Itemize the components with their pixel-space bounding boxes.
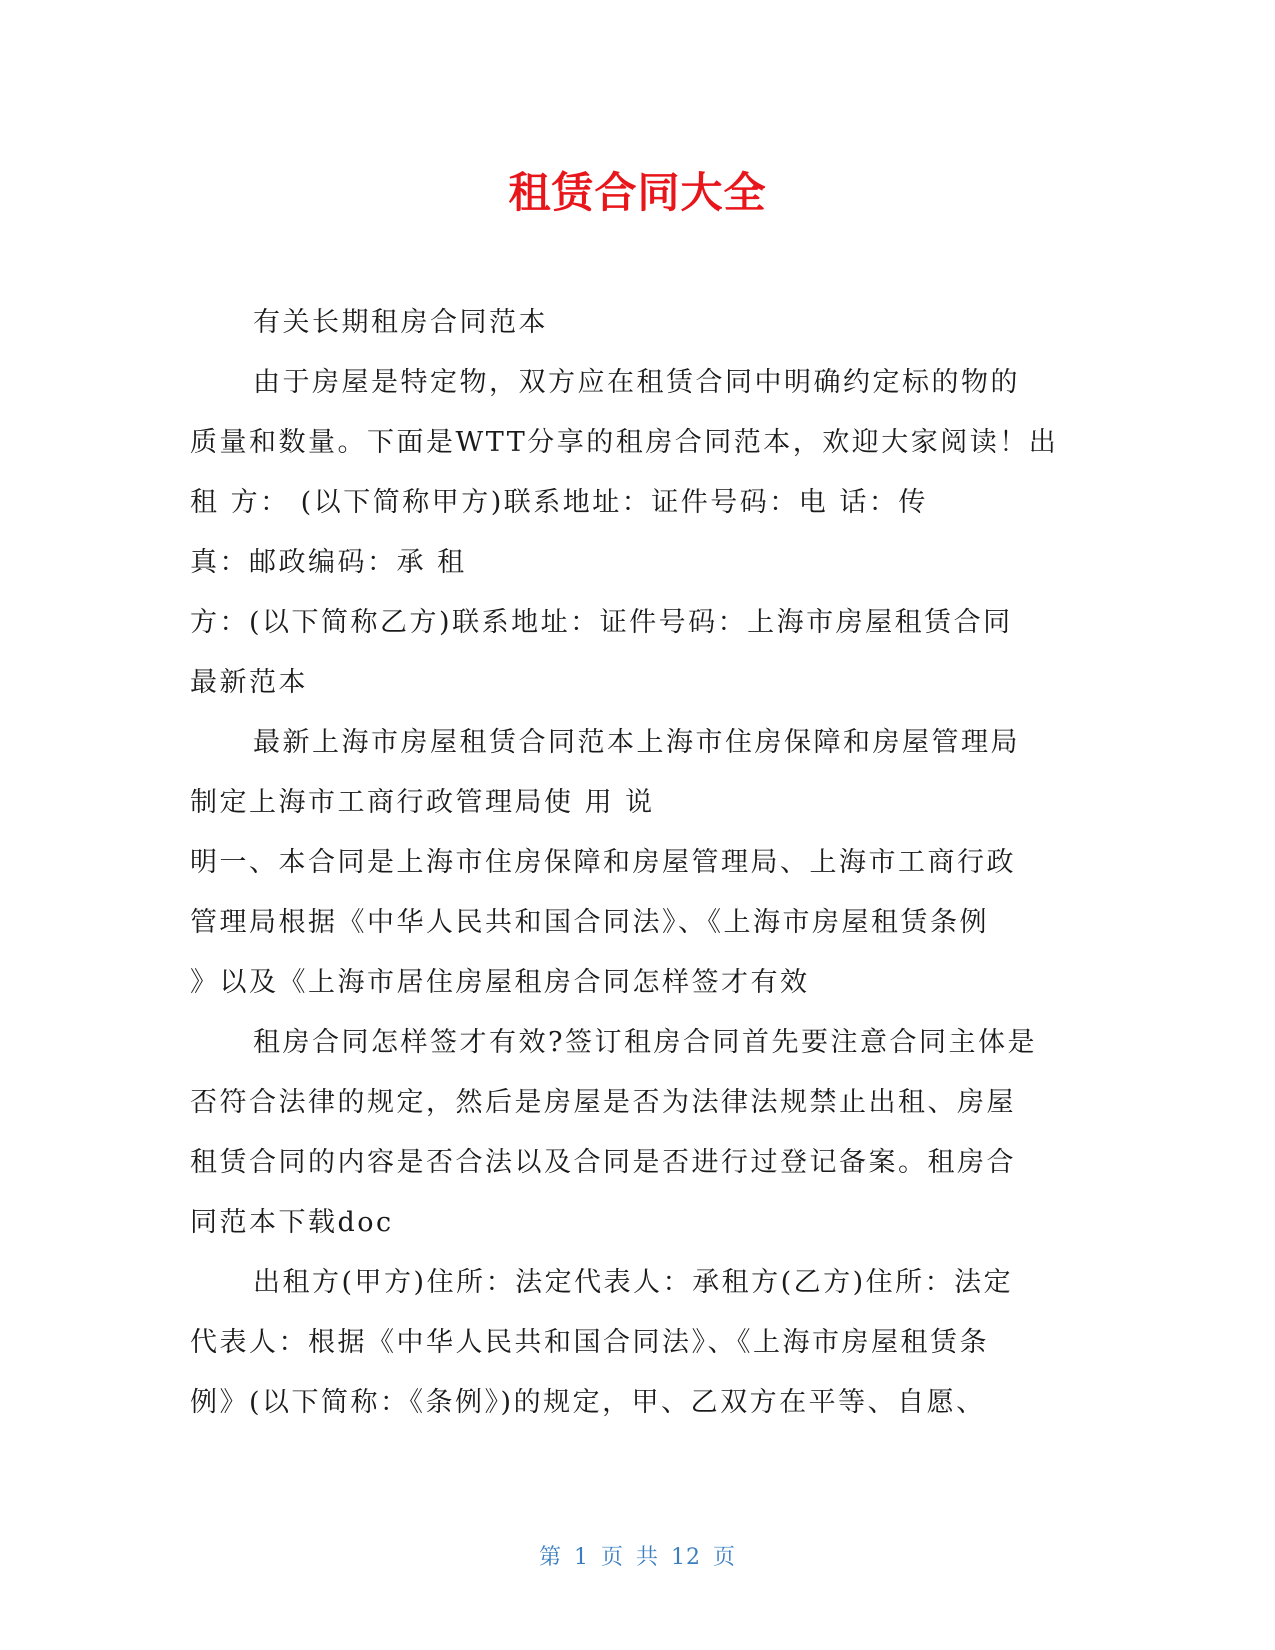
body-line: 租赁合同的内容是否合法以及合同是否进行过登记备案。租房合 bbox=[190, 1147, 1016, 1178]
body-line: 否符合法律的规定，然后是房屋是否为法律法规禁止出租、房屋 bbox=[190, 1087, 1016, 1118]
body-line: 》以及《上海市居住房屋租房合同怎样签才有效 bbox=[190, 967, 810, 998]
body-line: 租 方： (以下简称甲方)联系地址：证件号码：电 话：传 bbox=[190, 487, 928, 518]
body-line: 制定上海市工商行政管理局使 用 说 bbox=[190, 787, 655, 818]
footer-total-pages: 12 bbox=[671, 1545, 702, 1570]
footer-page-suffix: 页 bbox=[713, 1545, 737, 1570]
body-line: 方：(以下简称乙方)联系地址：证件号码：上海市房屋租赁合同 bbox=[190, 607, 1013, 638]
body-line: 租房合同怎样签才有效?签订租房合同首先要注意合同主体是 bbox=[253, 1027, 1037, 1058]
body-line: 有关长期租房合同范本 bbox=[253, 307, 548, 338]
body-line: 同范本下载doc bbox=[190, 1207, 394, 1238]
body-line: 代表人：根据《中华人民共和国合同法》、《上海市房屋租赁条 bbox=[190, 1327, 989, 1358]
body-line: 管理局根据《中华人民共和国合同法》、《上海市房屋租赁条例 bbox=[190, 907, 989, 938]
document-body bbox=[190, 293, 1085, 1433]
body-line: 最新范本 bbox=[190, 667, 308, 698]
document-title: 租赁合同大全 bbox=[508, 168, 767, 217]
body-line: 最新上海市房屋租赁合同范本上海市住房保障和房屋管理局 bbox=[253, 727, 1020, 758]
page-footer bbox=[0, 1540, 1275, 1571]
footer-total-label: 共 bbox=[636, 1545, 660, 1570]
body-line: 由于房屋是特定物，双方应在租赁合同中明确约定标的物的 bbox=[253, 367, 1020, 398]
footer-page-prefix: 第 bbox=[538, 1545, 562, 1570]
body-line: 质量和数量。下面是WTT分享的租房合同范本，欢迎大家阅读！出 bbox=[190, 427, 1059, 458]
footer-page-mid: 页 bbox=[600, 1545, 624, 1570]
footer-current-page: 1 bbox=[573, 1545, 589, 1570]
body-line: 出租方(甲方)住所：法定代表人：承租方(乙方)住所：法定 bbox=[253, 1267, 1014, 1298]
body-line: 明一、本合同是上海市住房保障和房屋管理局、上海市工商行政 bbox=[190, 847, 1016, 878]
body-line: 真：邮政编码：承 租 bbox=[190, 547, 467, 578]
body-line: 例》(以下简称：《条例》)的规定，甲、乙双方在平等、自愿、 bbox=[190, 1387, 986, 1418]
